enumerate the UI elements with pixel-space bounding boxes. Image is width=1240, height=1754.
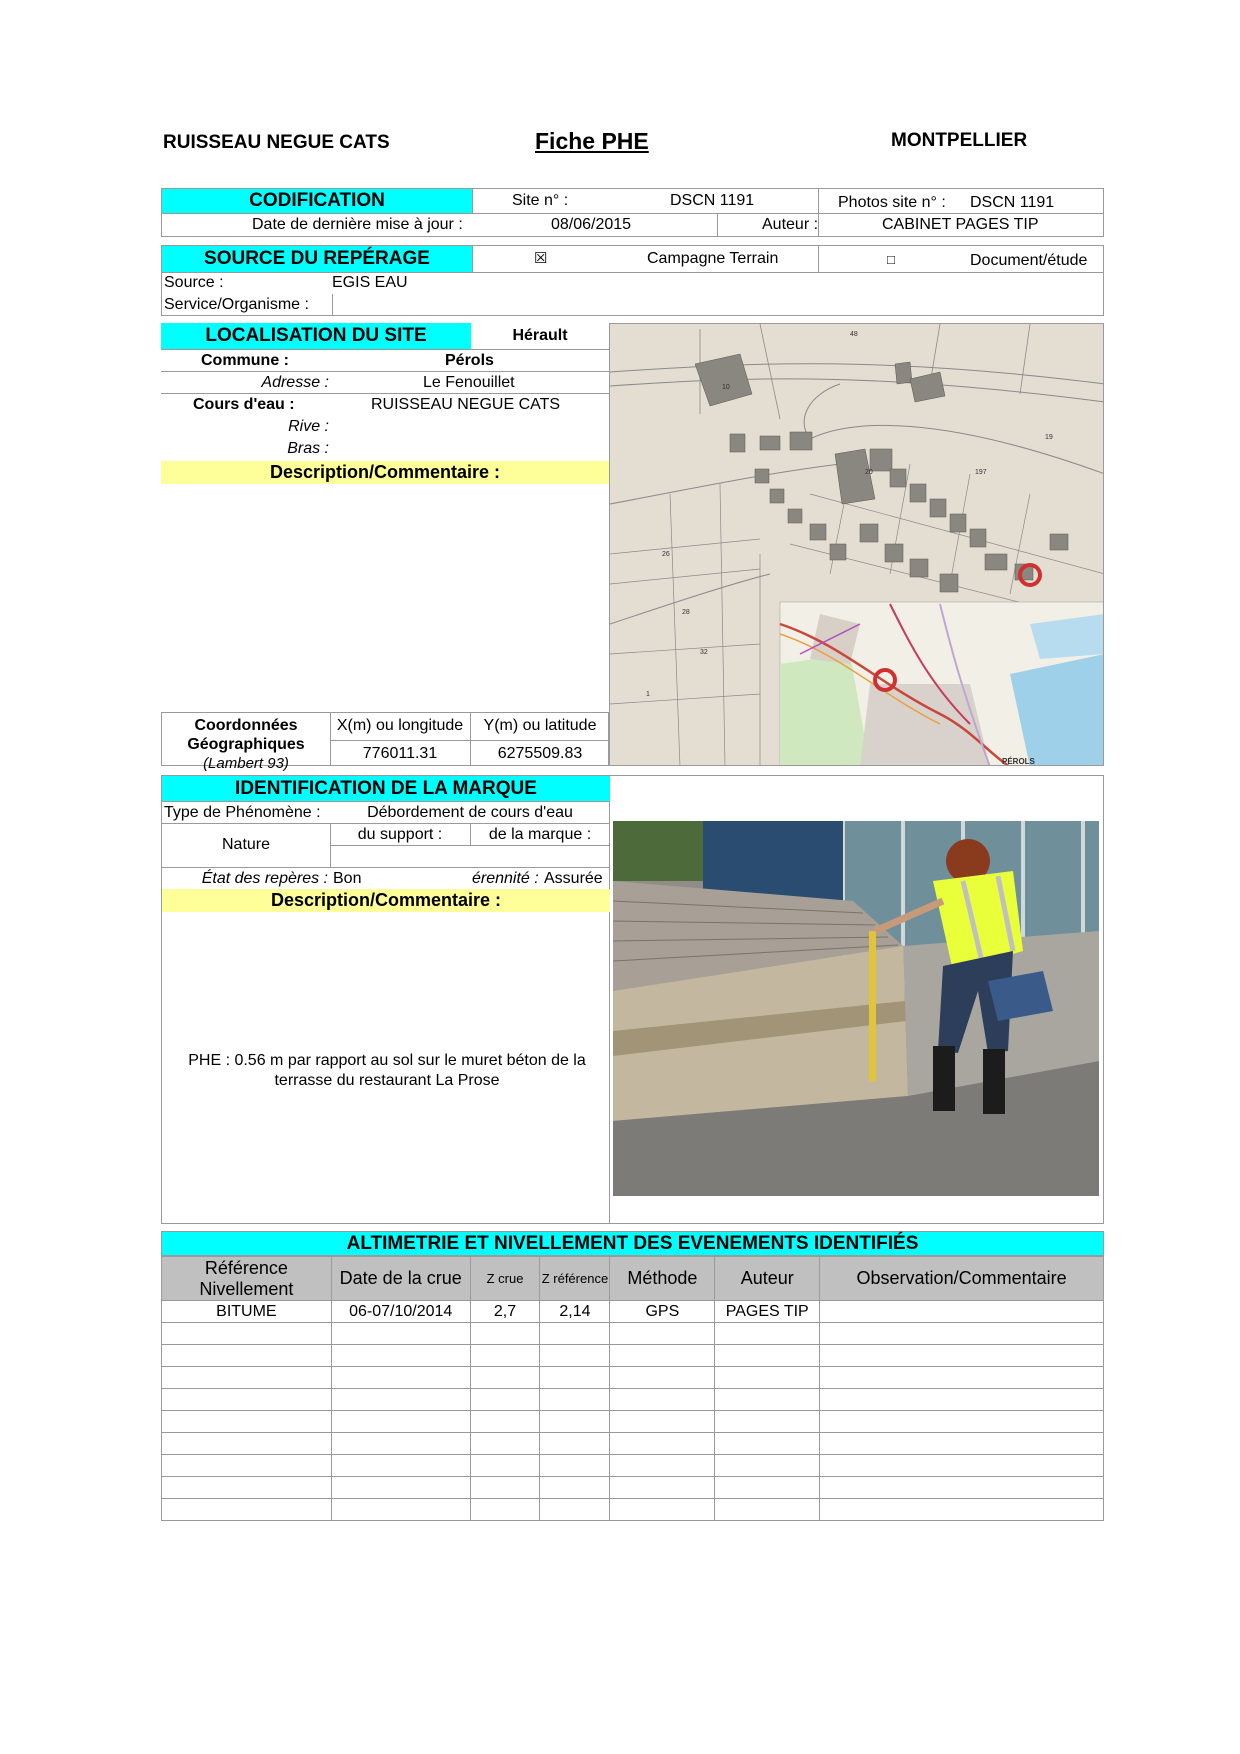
cell-observation: [820, 1345, 1104, 1367]
marque-description-heading: Description/Commentaire :: [162, 889, 610, 912]
etat-reperes-value: Bon: [333, 870, 362, 887]
departement: Hérault: [512, 327, 568, 344]
cell-z-reference: [540, 1477, 610, 1499]
cell-observation: [820, 1301, 1104, 1323]
cell-methode: [610, 1367, 715, 1389]
parcel-number-26: 26: [662, 551, 670, 558]
location-map: [609, 323, 1104, 766]
coord-label-3: (Lambert 93): [203, 755, 289, 772]
altimetrie-table: [161, 1256, 1104, 1521]
marque-heading: IDENTIFICATION DE LA MARQUE: [162, 776, 610, 801]
cell-auteur: [715, 1323, 820, 1345]
cell-methode: [610, 1499, 715, 1521]
cell-z-reference: [540, 1455, 610, 1477]
bras-label: Bras :: [287, 440, 329, 457]
cell-auteur: [715, 1411, 820, 1433]
cell-z-crue: [470, 1367, 540, 1389]
cell-observation: [820, 1433, 1104, 1455]
cell-date-crue: [331, 1411, 470, 1433]
header-site-name: RUISSEAU NEGUE CATS: [163, 132, 390, 153]
cell-auteur: [715, 1455, 820, 1477]
source-value: EGIS EAU: [332, 274, 408, 291]
altimetrie-body: [162, 1301, 1104, 1521]
cell-z-crue: [470, 1345, 540, 1367]
altimetrie-heading: ALTIMETRIE ET NIVELLEMENT DES EVENEMENTS IDENTIFIÉS: [161, 1231, 1104, 1256]
cell-z-crue: [470, 1323, 540, 1345]
cell-reference-nivellement: [162, 1323, 332, 1345]
cell-reference-nivellement: [162, 1477, 332, 1499]
cell-methode: GPS: [610, 1301, 715, 1323]
site-photo-svg: [613, 821, 1099, 1196]
update-date-value: 08/06/2015: [551, 216, 632, 233]
table-row-empty: [162, 1477, 1104, 1499]
table-row: [162, 1301, 1104, 1323]
y-coordinate-value: 6275509.83: [497, 745, 583, 762]
phenomene-type-label: Type de Phénomène :: [164, 804, 321, 821]
cell-z-crue: 2,7: [470, 1301, 540, 1323]
cell-reference-nivellement: [162, 1345, 332, 1367]
cell-z-reference: [540, 1389, 610, 1411]
source-heading: SOURCE DU REPÉRAGE: [162, 246, 472, 272]
x-coordinate-label: X(m) ou longitude: [336, 717, 464, 734]
table-row-empty: [162, 1499, 1104, 1521]
adresse-value: Le Fenouillet: [423, 374, 515, 391]
site-number-label: Site n° :: [512, 192, 569, 209]
table-row-empty: [162, 1367, 1104, 1389]
perennite-value: Assurée: [544, 870, 603, 887]
cell-date-crue: [331, 1433, 470, 1455]
cell-observation: [820, 1367, 1104, 1389]
inset-map: [780, 602, 1104, 766]
cell-observation: [820, 1455, 1104, 1477]
table-row-empty: [162, 1345, 1104, 1367]
cell-date-crue: [331, 1345, 470, 1367]
cell-z-reference: [540, 1411, 610, 1433]
perennite-label: érennité :: [472, 870, 539, 887]
column-header-date-crue: Date de la crue: [331, 1257, 470, 1301]
cell-observation: [820, 1323, 1104, 1345]
coord-label-1: Coordonnées: [194, 717, 298, 734]
column-header-methode: Méthode: [610, 1257, 715, 1301]
cell-date-crue: [331, 1389, 470, 1411]
localisation-description-heading: Description/Commentaire :: [161, 461, 609, 484]
campagne-label: Campagne Terrain: [647, 250, 779, 267]
parcel-number-1: 1: [646, 691, 650, 698]
cell-z-crue: [470, 1389, 540, 1411]
cell-reference-nivellement: [162, 1455, 332, 1477]
cell-methode: [610, 1477, 715, 1499]
y-coordinate-label: Y(m) ou latitude: [483, 717, 597, 734]
photos-number-label: Photos site n° :: [838, 194, 946, 211]
cell-date-crue: [331, 1499, 470, 1521]
author-value: CABINET PAGES TIP: [882, 216, 1039, 233]
cell-auteur: [715, 1345, 820, 1367]
cell-observation: [820, 1411, 1104, 1433]
table-row-empty: [162, 1433, 1104, 1455]
cell-z-reference: [540, 1499, 610, 1521]
nature-label: Nature: [221, 836, 271, 853]
cell-observation: [820, 1389, 1104, 1411]
cell-z-reference: [540, 1433, 610, 1455]
parcel-number-32: 32: [700, 649, 708, 656]
rive-label: Rive :: [288, 418, 329, 435]
cell-z-crue: [470, 1433, 540, 1455]
localisation-section: [161, 323, 609, 772]
etat-reperes-label: État des repères :: [201, 870, 328, 887]
cell-z-reference: [540, 1323, 610, 1345]
author-label: Auteur :: [762, 216, 819, 233]
column-header-observation: Observation/Commentaire: [820, 1257, 1104, 1301]
column-header-reference-nivellement: Référence Nivellement: [162, 1257, 332, 1301]
column-header-z-crue: Z crue: [470, 1257, 540, 1301]
table-row-empty: [162, 1455, 1104, 1477]
adresse-label: Adresse :: [261, 374, 329, 391]
cell-observation: [820, 1499, 1104, 1521]
source-label: Source :: [164, 274, 224, 291]
commune-value: Pérols: [445, 352, 494, 369]
nature-marque-label: de la marque :: [488, 826, 592, 843]
cell-auteur: [715, 1389, 820, 1411]
cell-reference-nivellement: [162, 1411, 332, 1433]
document-checkbox[interactable]: □: [887, 252, 895, 267]
cell-reference-nivellement: [162, 1367, 332, 1389]
cell-auteur: [715, 1433, 820, 1455]
parcel-number-48: 48: [850, 331, 858, 338]
cell-methode: [610, 1345, 715, 1367]
x-coordinate-value: 776011.31: [362, 745, 438, 762]
parcel-number-10: 10: [722, 384, 730, 391]
marque-section: [161, 775, 1104, 1224]
cell-reference-nivellement: [162, 1389, 332, 1411]
update-date-label: Date de dernière mise à jour :: [252, 216, 463, 233]
phenomene-type-value: Débordement de cours d'eau: [367, 804, 573, 821]
cell-z-crue: [470, 1411, 540, 1433]
page-title: Fiche PHE: [535, 128, 649, 154]
cell-date-crue: [331, 1477, 470, 1499]
column-header-auteur: Auteur: [715, 1257, 820, 1301]
cell-observation: [820, 1477, 1104, 1499]
cell-z-reference: 2,14: [540, 1301, 610, 1323]
column-header-z-reference: Z référence: [540, 1257, 610, 1301]
cell-methode: [610, 1389, 715, 1411]
campagne-checkbox[interactable]: ☒: [534, 250, 548, 267]
cell-auteur: [715, 1499, 820, 1521]
cell-z-crue: [470, 1499, 540, 1521]
cadastral-map-svg: [610, 324, 1104, 766]
source-section: [161, 245, 1104, 316]
localisation-description-body: [161, 484, 609, 712]
cell-date-crue: [331, 1323, 470, 1345]
document-label: Document/étude: [970, 252, 1088, 269]
coordinates-block: [161, 712, 609, 772]
cell-auteur: [715, 1477, 820, 1499]
cell-z-crue: [470, 1455, 540, 1477]
marque-description-text: PHE : 0.56 m par rapport au sol sur le muret béton de la terrasse du restaurant La Prose: [188, 1052, 586, 1089]
codification-section: [161, 188, 1104, 237]
header-city: MONTPELLIER: [891, 130, 1028, 151]
cell-z-crue: [470, 1477, 540, 1499]
cell-methode: [610, 1455, 715, 1477]
cell-z-reference: [540, 1345, 610, 1367]
cours-eau-label: Cours d'eau :: [193, 396, 295, 413]
site-number-value: DSCN 1191: [670, 192, 755, 209]
inset-town-label: PÉROLS: [1002, 757, 1035, 766]
site-photo: [613, 821, 1099, 1196]
cell-date-crue: [331, 1367, 470, 1389]
photos-number-value: DSCN 1191: [970, 194, 1055, 211]
cell-methode: [610, 1323, 715, 1345]
cell-date-crue: [331, 1455, 470, 1477]
cours-eau-value: RUISSEAU NEGUE CATS: [371, 396, 561, 413]
parcel-number-28: 28: [682, 609, 690, 616]
parcel-number-19: 19: [1045, 434, 1053, 441]
table-row-empty: [162, 1389, 1104, 1411]
cell-auteur: [715, 1367, 820, 1389]
localisation-heading: LOCALISATION DU SITE: [161, 323, 471, 349]
codification-heading: CODIFICATION: [162, 189, 472, 213]
cell-reference-nivellement: [162, 1433, 332, 1455]
coord-label-2: Géographiques: [187, 736, 305, 753]
table-row-empty: [162, 1411, 1104, 1433]
cell-auteur: PAGES TIP: [715, 1301, 820, 1323]
nature-support-label: du support :: [357, 826, 443, 843]
parcel-number-197: 197: [975, 469, 987, 476]
table-row-empty: [162, 1323, 1104, 1345]
cell-reference-nivellement: [162, 1499, 332, 1521]
cell-z-reference: [540, 1367, 610, 1389]
cell-reference-nivellement: BITUME: [162, 1301, 332, 1323]
cell-methode: [610, 1411, 715, 1433]
parcel-number-20: 20: [865, 469, 873, 476]
cell-date-crue: 06-07/10/2014: [331, 1301, 470, 1323]
commune-label: Commune :: [201, 352, 289, 369]
altimetrie-header-row: [162, 1257, 1104, 1301]
cell-methode: [610, 1433, 715, 1455]
service-label: Service/Organisme :: [164, 296, 309, 313]
